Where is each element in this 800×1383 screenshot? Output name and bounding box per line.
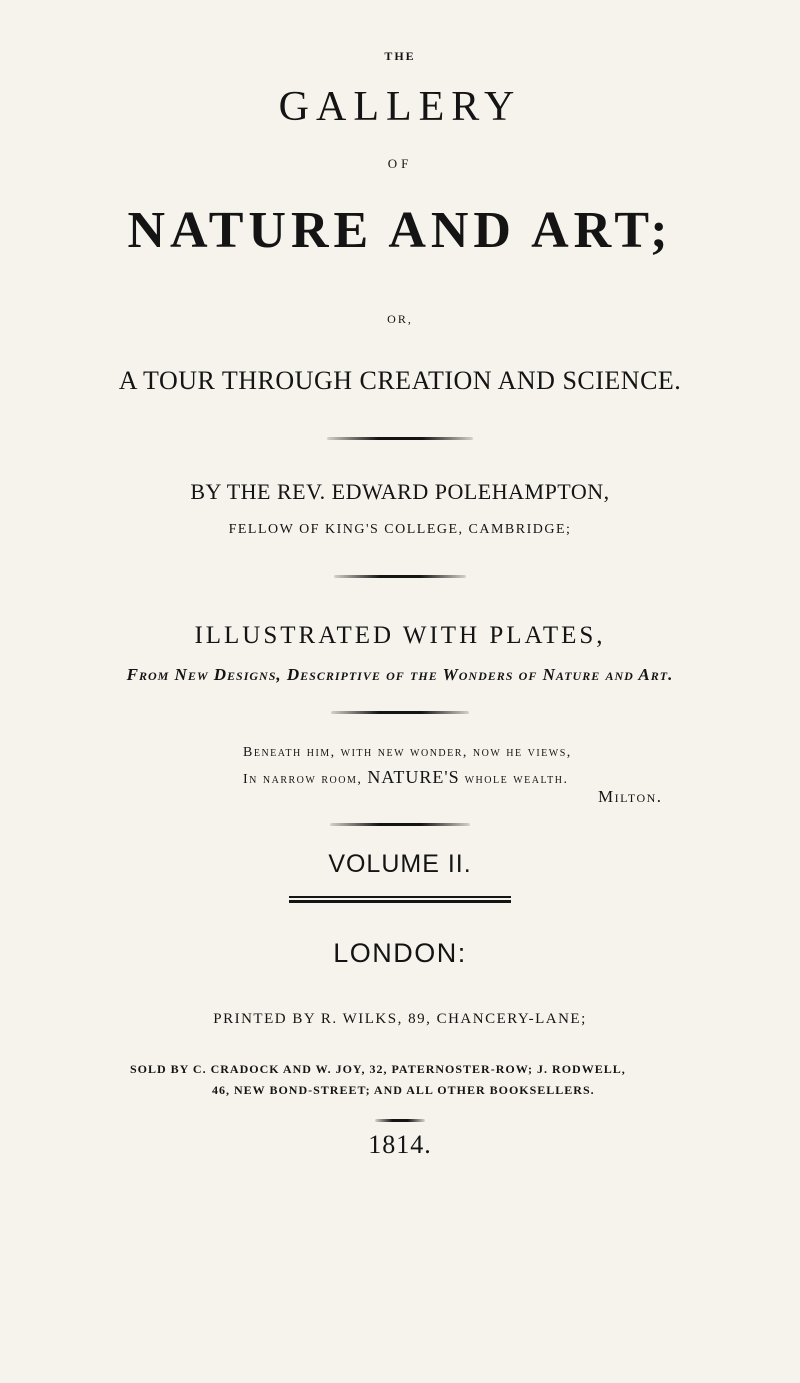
double-rule [289, 896, 511, 903]
epigraph-line-2-suffix: whole wealth. [459, 772, 569, 787]
ornamental-rule [331, 711, 469, 714]
imprint-city: LONDON: [333, 938, 467, 968]
imprint-printer: PRINTED BY R. WILKS, 89, CHANCERY-LANE; [213, 1011, 587, 1027]
title-gallery: GALLERY [278, 84, 522, 130]
imprint-sellers-line-1: SOLD BY C. CRADOCK AND W. JOY, 32, PATERNOSTER-ROW; J. RODWELL, [130, 1062, 626, 1076]
ornamental-rule [334, 575, 466, 578]
plates-description: From New Designs, Descriptive of the Wonders of Nature and Art. [126, 665, 674, 684]
article-the: THE [384, 49, 416, 63]
author-line: BY THE REV. EDWARD POLEHAMPTON, [190, 479, 610, 504]
title-or: OR, [387, 312, 413, 326]
imprint-year: 1814. [368, 1130, 432, 1159]
volume-label: VOLUME II. [328, 850, 472, 878]
ornamental-rule [327, 437, 473, 440]
title-of: OF [387, 156, 413, 171]
epigraph-line-2-prefix: In narrow room, [243, 772, 368, 787]
illustrated-line: ILLUSTRATED WITH PLATES, [194, 622, 606, 649]
author-affiliation: FELLOW OF KING'S COLLEGE, CAMBRIDGE; [228, 522, 572, 537]
epigraph-emphasis: NATURE'S [367, 767, 460, 787]
ornamental-rule [330, 823, 470, 826]
title-nature-and-art: NATURE AND ART; [127, 202, 673, 259]
epigraph-attribution: Milton. [598, 787, 663, 806]
ornamental-rule [375, 1119, 425, 1122]
epigraph-line-1: Beneath him, with new wonder, now he views, [243, 745, 572, 760]
epigraph-line-2 [243, 767, 569, 788]
subtitle: A TOUR THROUGH CREATION AND SCIENCE. [118, 366, 682, 395]
imprint-sellers-line-2: 46, NEW BOND-STREET; AND ALL OTHER BOOKSELLERS. [212, 1083, 595, 1097]
